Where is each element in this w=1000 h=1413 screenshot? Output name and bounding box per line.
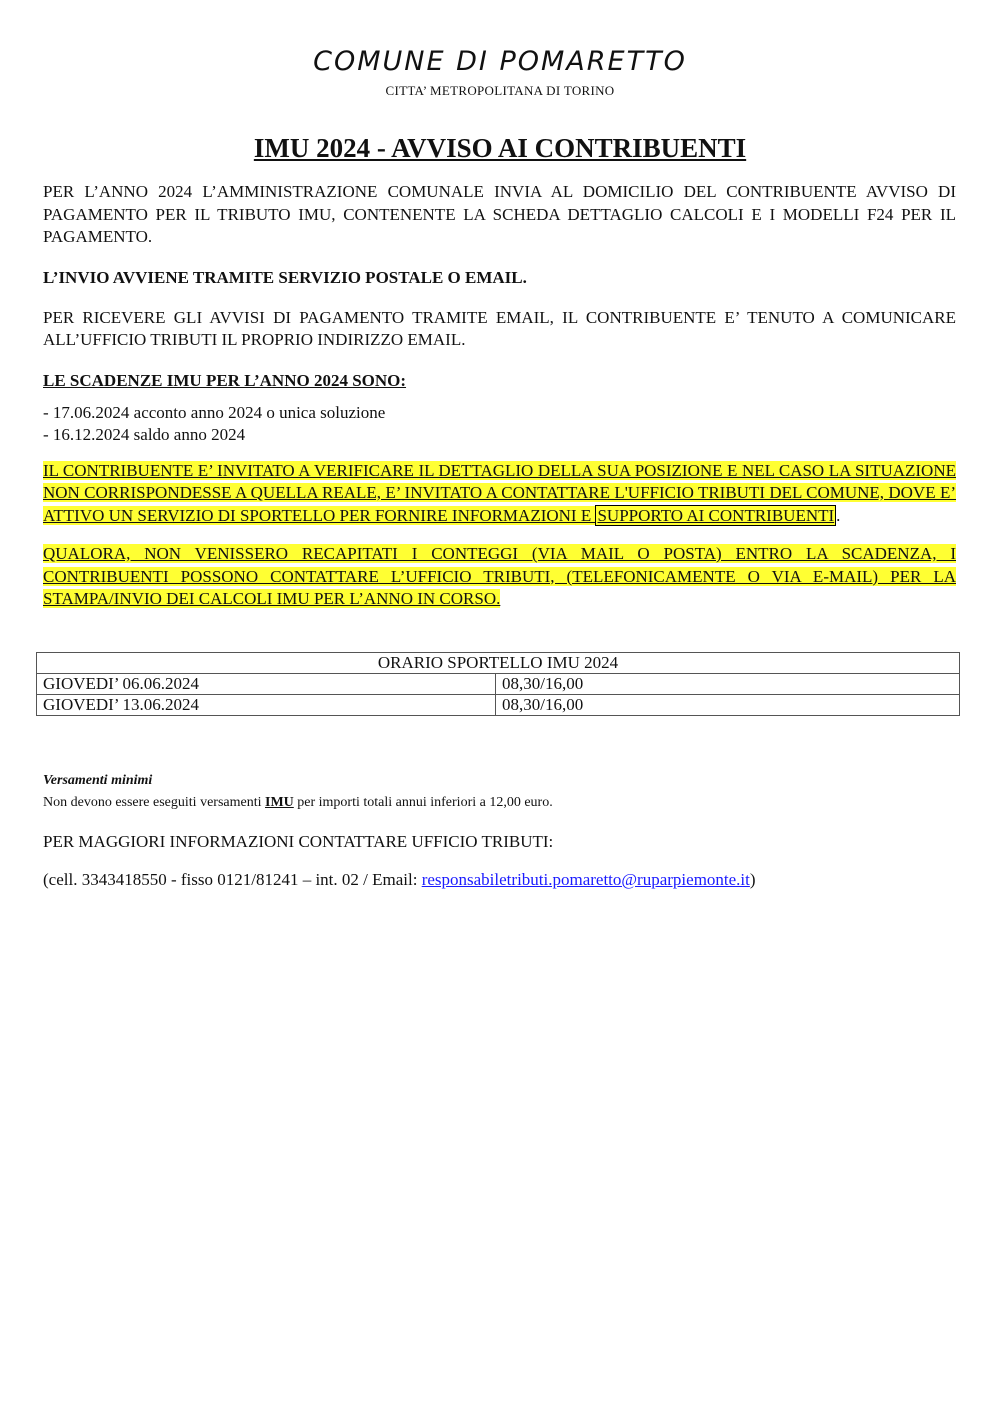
qualora-paragraph (43, 543, 956, 611)
verifica-highlight-end: SUPPORTO AI CONTRIBUENTI (597, 505, 835, 525)
deadline-item: - 17.06.2024 acconto anno 2024 o unica soluzione (43, 402, 386, 422)
orario-title: ORARIO SPORTELLO IMU 2024 (37, 653, 960, 674)
notice-body (43, 181, 956, 628)
versamenti-text-after: per importi totali annui inferiori a 12,00 euro. (293, 795, 553, 810)
email-link[interactable]: responsabiletributi.pomaretto@ruparpiemonte.it (421, 870, 750, 889)
versamenti-title: Versamenti minimi (43, 773, 153, 788)
orario-day: GIOVEDI’ 06.06.2024 (37, 674, 496, 695)
deadline-item: - 16.12.2024 saldo anno 2024 (43, 424, 246, 444)
page-title: IMU 2024 - AVVISO AI CONTRIBUENTI (253, 133, 747, 163)
versamenti-text (43, 795, 553, 811)
versamenti-bold: IMU (265, 795, 294, 810)
orario-table (36, 652, 960, 716)
table-row (37, 674, 960, 695)
comune-name: COMUNE DI POMARETTO (313, 46, 687, 77)
orario-day: GIOVEDI’ 13.06.2024 (37, 695, 496, 716)
citta-metropolitana: CITTA’ METROPOLITANA DI TORINO (385, 83, 615, 98)
info-line: PER MAGGIORI INFORMAZIONI CONTATTARE UFFICIO TRIBUTI: (43, 832, 554, 851)
qualora-highlight: QUALORA, NON VENISSERO RECAPITATI I CONTEGGI (VIA MAIL O POSTA) ENTRO LA SCADENZA, I CONTRIBUENTI POSSONO CONTATTARE L’UFFICIO TRIBUTI, (TELEFONICAMENTE O VIA E-MAIL) PER LA STAMPA/INVIO DEI CALCOLI IMU PER L’ANNO IN CORSO. (43, 544, 956, 608)
table-row (37, 695, 960, 716)
invio-paragraph: L’INVIO AVVIENE TRAMITE SERVIZIO POSTALE O EMAIL. (43, 267, 527, 287)
table-header-row (37, 653, 960, 674)
deadlines-list (43, 402, 956, 446)
orario-hours: 08,30/16,00 (496, 674, 960, 695)
verifica-paragraph (43, 460, 956, 528)
contact-suffix: ) (749, 870, 756, 889)
versamenti-text-before: Non devono essere eseguiti versamenti (43, 795, 265, 810)
email-paragraph: PER RICEVERE GLI AVVISI DI PAGAMENTO TRAMITE EMAIL, IL CONTRIBUENTE E’ TENUTO A COMUNICARE ALL’UFFICIO TRIBUTI IL PROPRIO INDIRIZZO EMAIL. (43, 307, 956, 349)
verifica-highlight: IL CONTRIBUENTE E’ INVITATO A VERIFICARE IL DETTAGLIO DELLA SUA POSIZIONE E NEL CASO LA SITUAZIONE NON CORRISPONDESSE A QUELLA REALE, E’ INVITATO A CONTATTARE L'UFFICIO TRIBUTI DEL COMUNE, DOVE E’ ATTIVO UN SERVIZIO DI SPORTELLO PER FORNIRE INFORMAZIONI E (43, 460, 956, 525)
scadenze-heading: LE SCADENZE IMU PER L’ANNO 2024 SONO: (43, 370, 407, 390)
intro-paragraph: PER L’ANNO 2024 L’AMMINISTRAZIONE COMUNALE INVIA AL DOMICILIO DEL CONTRIBUENTE AVVISO DI PAGAMENTO PER IL TRIBUTO IMU, CONTENENTE LA SCHEDA DETTAGLIO CALCOLI E I MODELLI F24 PER IL PAGAMENTO. (43, 182, 956, 246)
contact-prefix: (cell. 3343418550 - fisso 0121/81241 – int. 02 / Email: (43, 870, 422, 889)
contact-line (43, 870, 756, 890)
verifica-period: . (836, 505, 841, 525)
orario-hours: 08,30/16,00 (496, 695, 960, 716)
